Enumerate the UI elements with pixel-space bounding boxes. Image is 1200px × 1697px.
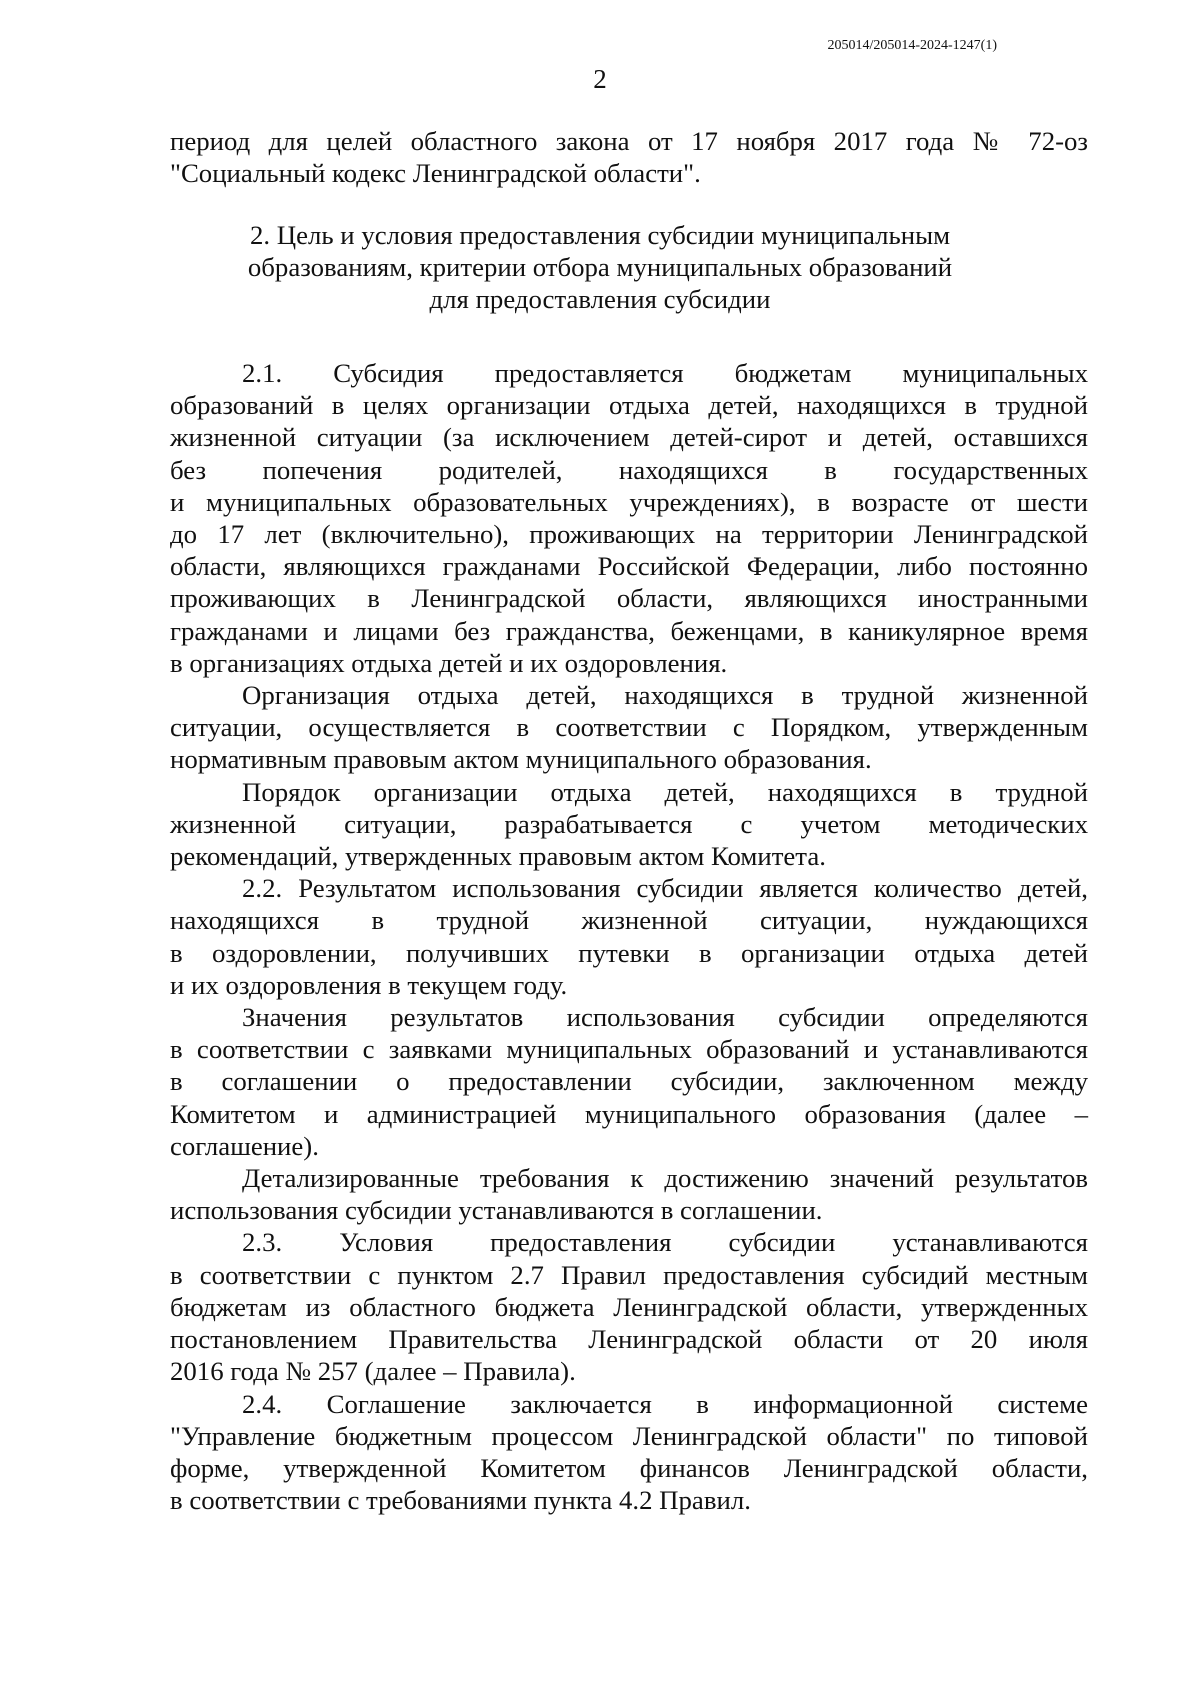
paragraph-line: использования субсидии устанавливаются в соглашении. (170, 1195, 823, 1226)
paragraph-line: и муниципальных образовательных учреждениях), в возрасте от шести (170, 486, 1088, 517)
paragraph-line: области, являющихся гражданами Российской Федерации, либо постоянно (170, 551, 1088, 582)
intro-line-1: период для целей областного закона от 17 ноября 2017 года № 72-оз (170, 126, 1088, 156)
paragraph-line: образований в целях организации отдыха детей, находящихся в трудной (170, 390, 1088, 421)
paragraph-line: 2016 года № 257 (далее – Правила). (170, 1356, 576, 1387)
paragraph-line: проживающих в Ленинградской области, являющихся иностранными (170, 583, 1088, 614)
paragraph (170, 1226, 1088, 1387)
paragraph-line: гражданами и лицами без гражданства, беженцами, в каникулярное время (170, 615, 1088, 646)
paragraph-line: рекомендаций, утвержденных правовым актом Комитета. (170, 841, 826, 872)
paragraph-line: 2.1. Субсидия предоставляется бюджетам муниципальных (242, 358, 1088, 388)
paragraph-line: соглашение). (170, 1130, 319, 1161)
paragraph (170, 872, 1088, 1001)
paragraph-line: без попечения родителей, находящихся в государственных (170, 454, 1088, 485)
document-registration-number: 205014/205014-2024-1247(1) (827, 38, 997, 53)
paragraph-line: в соглашении о предоставлении субсидии, заключенном между (170, 1066, 1088, 1097)
section-heading (0, 219, 1200, 316)
section-heading-line-3: для предоставления субсидии (429, 284, 771, 315)
paragraph-line: и их оздоровления в текущем году. (170, 969, 568, 1000)
paragraph (170, 776, 1088, 873)
paragraph-line: 2.3. Условия предоставления субсидии устанавливаются (242, 1227, 1088, 1258)
section-body (170, 357, 1088, 1516)
paragraph-line: бюджетам из областного бюджета Ленинградской области, утвержденных (170, 1291, 1088, 1322)
paragraph (170, 1001, 1088, 1162)
paragraph-line: Значения результатов использования субсидии определяются (242, 1002, 1088, 1033)
paragraph-line: Организация отдыха детей, находящихся в трудной жизненной (242, 680, 1088, 711)
paragraph-line: 2.2. Результатом использования субсидии является количество детей, (242, 873, 1088, 904)
paragraph (170, 679, 1088, 776)
paragraph-line: до 17 лет (включительно), проживающих на территории Ленинградской (170, 519, 1088, 550)
paragraph-line: Комитетом и администрацией муниципального образования (далее – (170, 1098, 1088, 1129)
section-heading-line-1: 2. Цель и условия предоставления субсидии муниципальным (249, 220, 951, 250)
paragraph-line: в соответствии с пунктом 2.7 Правил предоставления субсидий местным (170, 1259, 1088, 1290)
intro-line-2: "Социальный кодекс Ленинградской области". (170, 158, 701, 189)
paragraph-line: в соответствии с заявками муниципальных образований и устанавливаются (170, 1034, 1088, 1065)
section-heading-line-2: образованиям, критерии отбора муниципальных образований (247, 252, 953, 283)
intro-continuation (170, 125, 1088, 189)
paragraph-line: находящихся в трудной жизненной ситуации, нуждающихся (170, 905, 1088, 936)
paragraph (170, 357, 1088, 679)
paragraph-line: в оздоровлении, получивших путевки в организации отдыха детей (170, 937, 1088, 968)
paragraph-line: Порядок организации отдыха детей, находящихся в трудной (242, 776, 1088, 807)
paragraph-line: жизненной ситуации (за исключением детей-сирот и детей, оставшихся (170, 422, 1088, 453)
paragraph-line: нормативным правовым актом муниципального образования. (170, 744, 872, 775)
paragraph-line: форме, утвержденной Комитетом финансов Ленинградской области, (170, 1452, 1088, 1483)
paragraph-line: в организациях отдыха детей и их оздоровления. (170, 647, 728, 678)
paragraph-line: постановлением Правительства Ленинградской области от 20 июля (170, 1324, 1088, 1355)
paragraph-line: жизненной ситуации, разрабатывается с учетом методических (170, 808, 1088, 839)
page-number: 2 (593, 64, 607, 94)
paragraph (170, 1388, 1088, 1517)
paragraph-line: "Управление бюджетным процессом Ленинградской области" по типовой (170, 1420, 1088, 1451)
paragraph-line: 2.4. Соглашение заключается в информационной системе (242, 1388, 1088, 1419)
paragraph (170, 1162, 1088, 1226)
paragraph-line: Детализированные требования к достижению значений результатов (242, 1163, 1088, 1194)
paragraph-line: ситуации, осуществляется в соответствии с Порядком, утвержденным (170, 712, 1088, 743)
paragraph-line: в соответствии с требованиями пункта 4.2 Правил. (170, 1485, 751, 1516)
